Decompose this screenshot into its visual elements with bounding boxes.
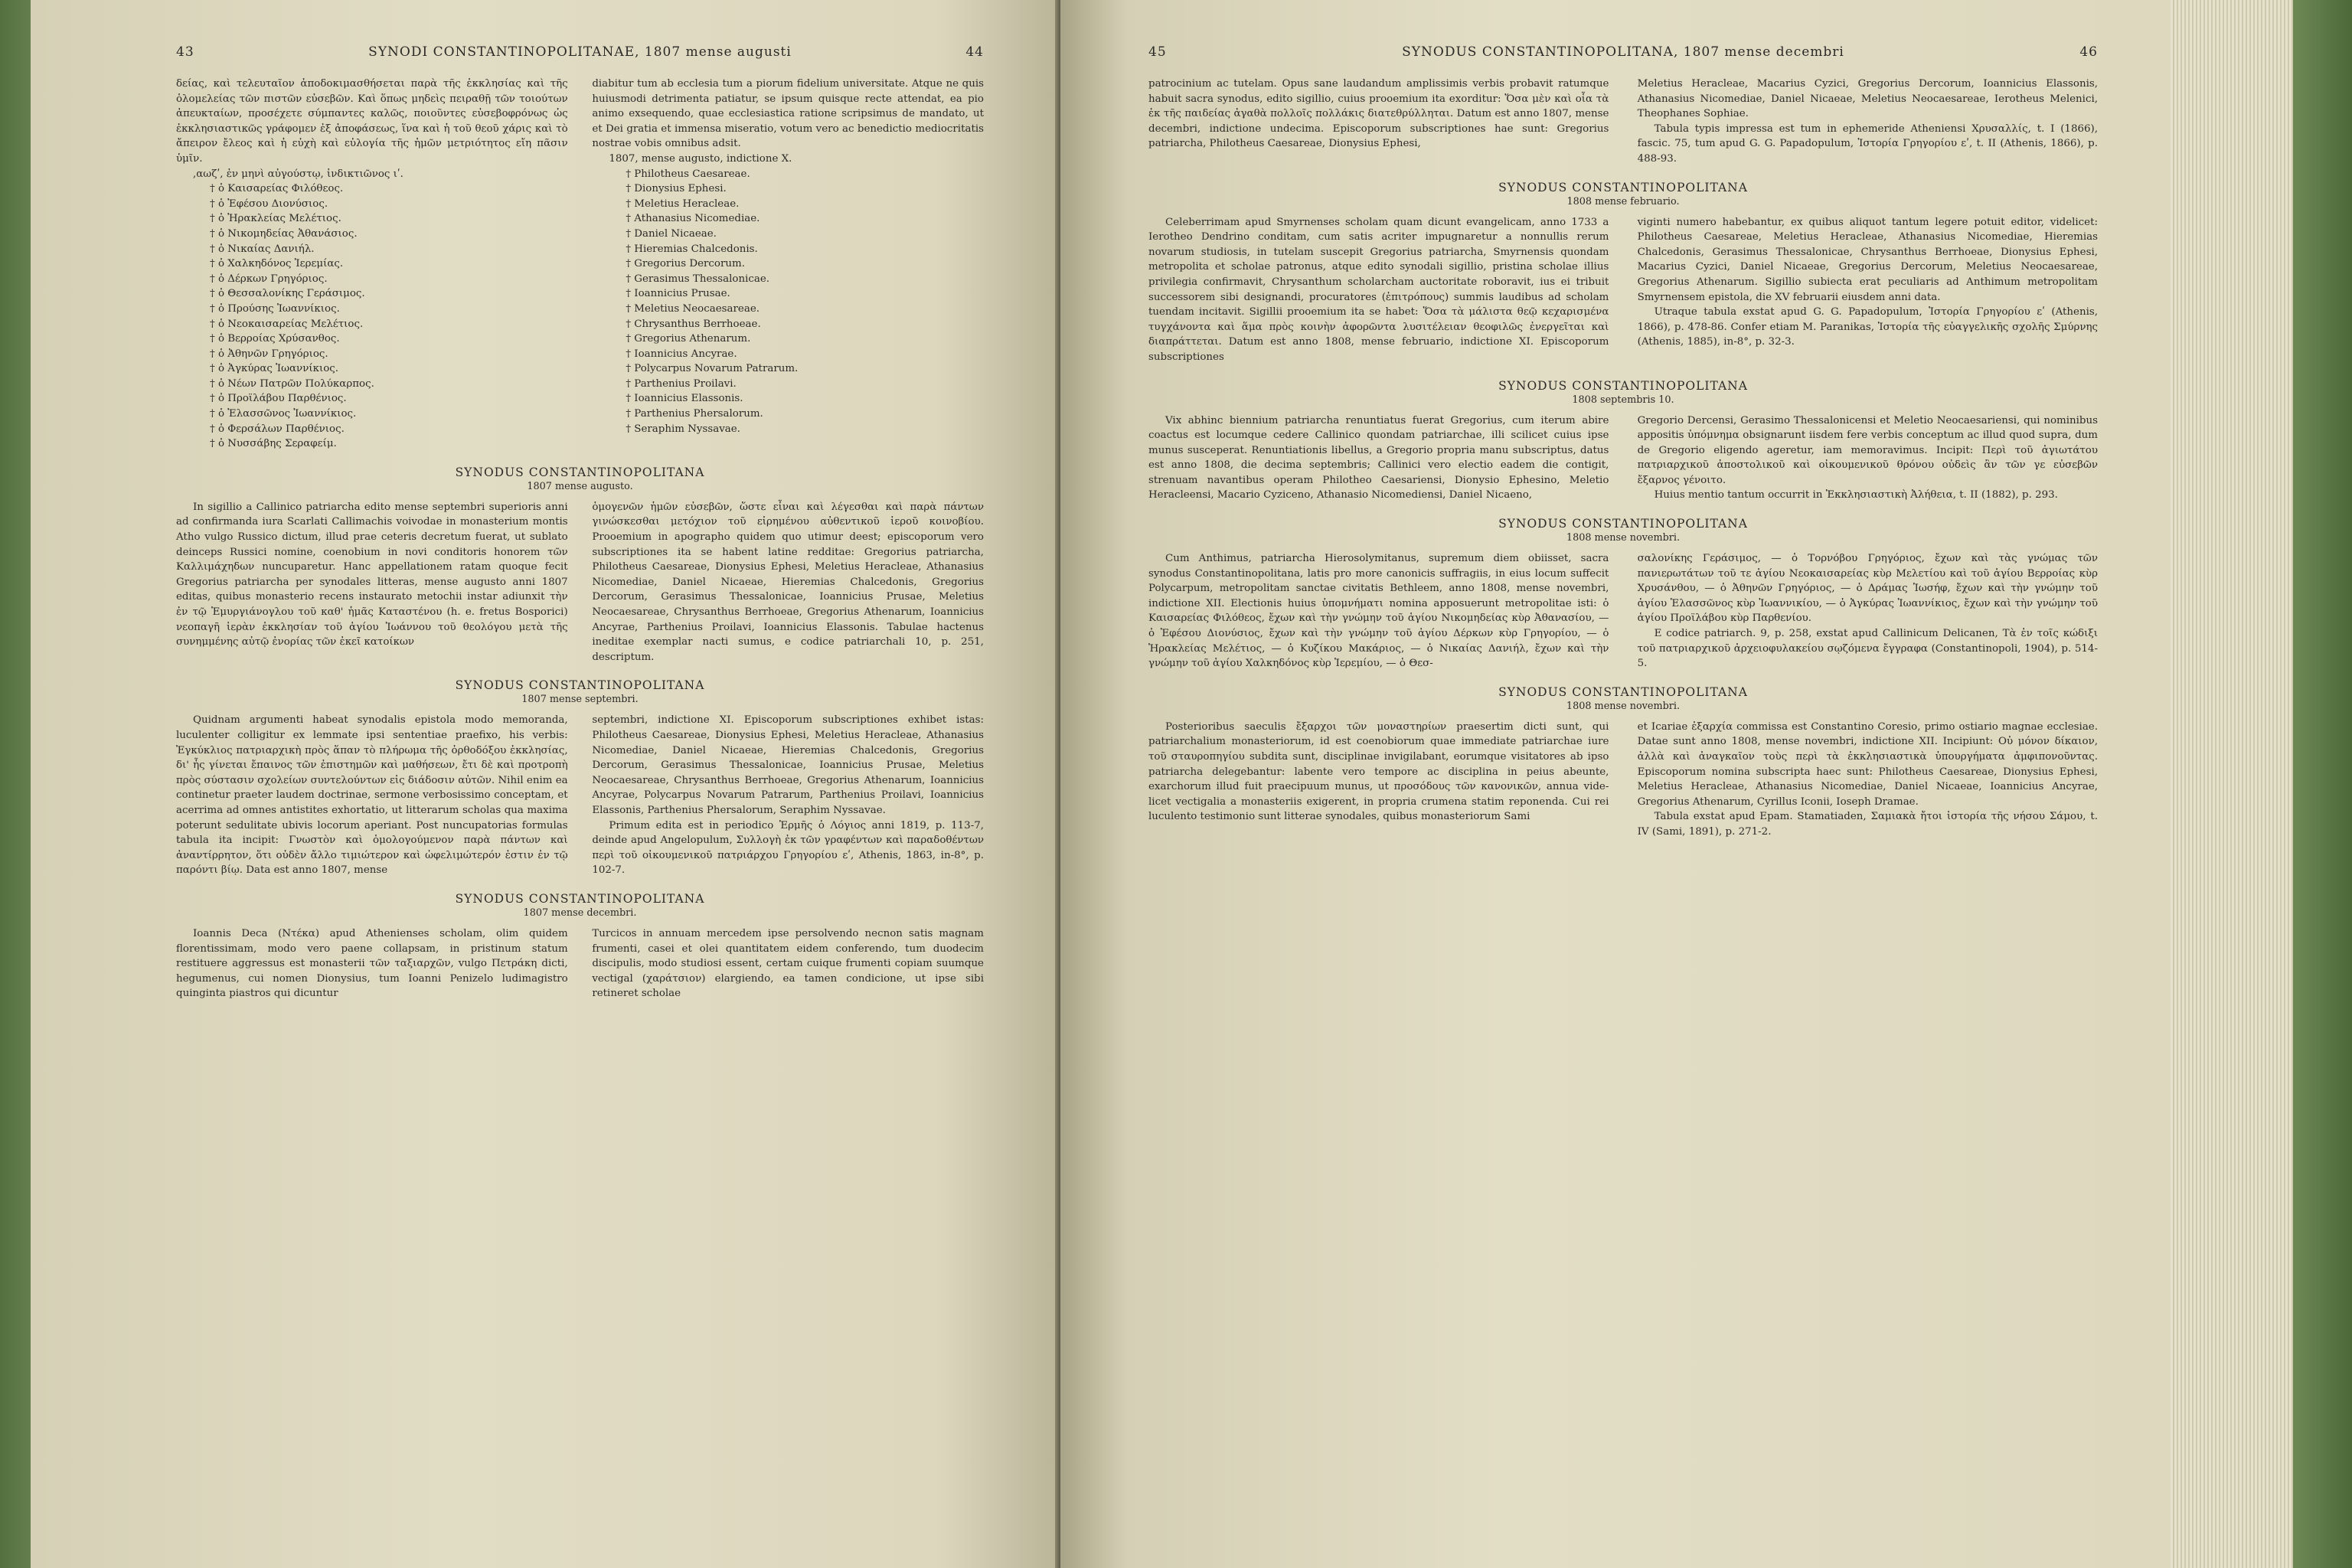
signature-line: † Parthenius Phersalorum. bbox=[626, 408, 763, 420]
greek-column bbox=[176, 77, 568, 452]
page-number-right: 46 bbox=[2079, 44, 2098, 60]
signature-line: † ὁ Νικομηδείας Ἀθανάσιος. bbox=[210, 227, 358, 240]
signature-line: † Ioannicius Prusae. bbox=[626, 288, 730, 300]
signature-line: † ὁ Καισαρείας Φιλόθεος. bbox=[210, 183, 344, 195]
text-column bbox=[592, 713, 984, 878]
signature-line: † ὁ Δέρκων Γρηγόριος. bbox=[210, 273, 328, 285]
signature-line: † Daniel Nicaeae. bbox=[626, 227, 717, 240]
text-column bbox=[176, 500, 568, 665]
text-column bbox=[1148, 77, 1609, 167]
section-title: SYNODUS CONSTANTINOPOLITANA bbox=[1498, 378, 1748, 393]
section-body bbox=[1148, 551, 2098, 671]
signature-line: † ὁ Χαλκηδόνος Ἱερεμίας. bbox=[210, 258, 344, 270]
paragraph: Ioannis Deca (Ντέκα) apud Athenienses scholam, olim quidem florentissimam, modo vero paene collapsam, in pristinum statum restituere aggressus est monasterii τῶν ταξιαρχῶν, vulgo Πετράκη dicti, hegumenus, cui nomen Dionysius, tum Ioanni Penizelo ludimagistro quinginta piastros qui dicuntur bbox=[176, 927, 568, 1000]
paragraph: Tabula exstat apud Epam. Stamatiaden, Σαμιακὰ ἤτοι ἱστορία τῆς νήσου Σάμου, t. IV (Sami, 1891), p. 271-2. bbox=[1637, 811, 2098, 838]
right-page bbox=[1060, 0, 2171, 1568]
section-date: 1807 mense decembri. bbox=[523, 906, 637, 919]
section-body bbox=[1148, 413, 2098, 504]
signature-line: † ὁ Νέων Πατρῶν Πολύκαρπος. bbox=[210, 377, 374, 390]
signature-line: † Gregorius Dercorum. bbox=[626, 258, 745, 270]
paragraph: Utraque tabula exstat apud G. G. Papadopulum, Ἱστορία Γρηγορίου εʹ (Athenis, 1866), p. 478-86. Confer etiam M. Paranikas, Ἱστορία τῆς εὐαγγελικῆς σχολῆς Σμύρνης (Athenis, 1885), in-8°, p. 32-3. bbox=[1637, 306, 2098, 348]
text-column bbox=[1148, 215, 1609, 365]
signature-line: † ὁ Νεοκαισαρείας Μελέτιος. bbox=[210, 318, 364, 330]
running-title: SYNODI CONSTANTINOPOLITANAE, 1807 mense augusti bbox=[368, 44, 792, 60]
signature-line: † ὁ Ἐλασσῶνος Ἰωαννίκιος. bbox=[210, 408, 357, 420]
section-date: 1808 mense novembri. bbox=[1566, 532, 1681, 544]
section-date: 1808 mense februario. bbox=[1566, 195, 1680, 207]
page-number: 43 bbox=[176, 44, 194, 60]
text-column bbox=[1148, 551, 1609, 671]
section-body bbox=[176, 500, 984, 665]
signature-line: † Athanasius Nicomediae. bbox=[626, 213, 760, 225]
latin-column bbox=[592, 77, 984, 452]
left-page bbox=[31, 0, 1060, 1568]
paragraph: E codice patriarch. 9, p. 258, exstat apud Callinicum Delicanen, Τὰ ἐν τοῖς κώδιξι τοῦ πατριαρχικοῦ ἀρχειοφυλακείου σῳζόμενα ἔγγραφα (Constantinopoli, 1904), p. 514-5. bbox=[1637, 628, 2098, 670]
paragraph: et Icariae ἐξαρχία commissa est Constantino Coresio, primo ostiario magnae ecclesiae. Datae sunt anno 1808, mense novembri, indictione XII. Incipiunt: Οὐ μόνον δίκαιον, ἀλλὰ καὶ ἀναγκαῖον τοὺς περὶ τὰ ἐκκλησιαστικὰ ὑπουργήματα ἀμφιπονοῦντας. Episcoporum nomina subscripta haec sunt: Philotheus Caesareae, Dionysius Ephesi, Meletius Heracleae, Athanasius Nicomediae, Daniel Nicaeae, Ioannicius Ancyrae, Gregorius Athenarum, Cyrillus Iconii, Ioseph Dramae. bbox=[1637, 720, 2098, 808]
running-header bbox=[176, 44, 984, 60]
signature-line: † ὁ Ἡρακλείας Μελέτιος. bbox=[210, 213, 341, 225]
signature-line: † Polycarpus Novarum Patrarum. bbox=[626, 363, 799, 375]
paragraph: Cum Anthimus, patriarcha Hierosolymitanus, supremum diem obiisset, sacra synodus Constantinopolitana, latis pro more canonicis suffragiis, in eius locum suffecit Polycarpum, metropolitam sanctae civitatis Bethleem, anno 1808, mense novembri, indictione XII. Electionis huius ὑπομνήματι nomina apposuerunt metropolitae isti: ὁ Καισαρείας Φιλόθεος, ἔχων καὶ τὴν γνώμην τοῦ ἁγίου Νικομηδείας κὺρ Ἀθανασίου, — ὁ Ἐφέσου Διονύσιος, ἔχων καὶ τὴν γνώμην τοῦ ἁγίου Δέρκων κὺρ Γρηγορίου, — ὁ Ἡρακλείας Μελέτιος, — ὁ Κυζίκου Μακάριος, — ὁ Νικαίας Δανιήλ, ἔχων καὶ τὴν γνώμην τοῦ ἁγίου Χαλκηδόνος κὺρ Ἱερεμίου, — ὁ Θεσ- bbox=[1148, 553, 1609, 670]
paragraph: In sigillio a Callinico patriarcha edito mense septembri superioris anni ad confirmanda iura Scarlati Callimachis voivodae in monasterium montis Atho vulgo Russico dictum, illud prae ceteris decretum fuerat, ut sublato deinceps Russici nomine, coenobium in novi conditoris honorem τῶν Καλλιμάχηδων nuncuparetur. Hanc appellationem ratam quoque fecit Gregorius patriarcha per synodales litteras, mense augusto anni 1807 editas, quibus monasterio recens instaurato metochii instar adiunxit τὴν ἐν τῷ Ἐμυργιάνογλου τοῦ καθ' ἡμᾶς Καταστένου (h. e. fretus Bosporici) νεοπαγῆ ἱερὰν ἐκκλησίαν τοῦ ἁγίου Ἰωάννου τοῦ θεολόγου μετὰ τῆς συνημμένης αὐτῷ ἐνορίας τῶν ἐκεῖ κατοίκων bbox=[176, 501, 568, 648]
signature-line: † ὁ Ἀθηνῶν Γρηγόριος. bbox=[210, 348, 328, 360]
page-number: 45 bbox=[1148, 44, 1167, 60]
text-column bbox=[1638, 77, 2098, 167]
paragraph: Celeberrimam apud Smyrnenses scholam quam dicunt evangelicam, anno 1733 a Ierotheo Dendrino conditam, cum satis acriter impugnaretur a nonnullis rerum novarum studiosis, in tutelam suscepit Gregorius patriarcha, Smyrnensis quondam metropolita et scholae patronus, atque edito synodali sigillio, pristina scholae illius privilegia confirmavit, Chrysanthum scholarcham auctoritate roboravit, ius ei tribuit successorem sibi designandi, procuratores (ἐπιτρόπους) summis laudibus ad scholam tuendam incitavit. Sigillii prooemium ita se habet: Ὅσα τὰ μάλιστα θεῷ κεχαρισμένα τυγχάνοντα καὶ ἅμα πρὸς κοινὴν ἀφορῶντα λυσιτέλειαν θεοφιλῶς ἐνεργεῖται καὶ διαπράττεται. Datum est anno 1808, mense februario, indictione XI. Episcoporum subscriptiones bbox=[1148, 216, 1609, 363]
paragraph: Quidnam argumenti habeat synodalis epistola modo memoranda, luculenter colligitur ex lemmate ipsi sententiae praefixo, his verbis: Ἐγκύκλιος πατριαρχικὴ πρὸς ἅπαν τὸ πλήρωμα τῆς ὀρθοδόξου ἐκκλησίας, δι' ἧς γίνεται ἔπαινος τῶν ἐπιστημῶν καὶ μαθήσεων, ἔτι δὲ καὶ προτροπὴ πρὸς σύστασιν σχολείων συντελούντων εἰς διάδοσιν αὐτῶν. Nihil enim ea continetur praeter laudem doctrinae, sermone verbosissimo conceptam, et acerrima ad omnes antistites exhortatio, ut litterarum scholas qua maxima poterunt sedulitate ubivis locorum aperiant. Post nuncupatorias formulas tabula ita incipit: Γνωστὸν καὶ ὁμολογούμενον παρὰ πάντων καὶ ἀναντίρρητον, ὅτι οὐδὲν ἄλλο τιμιώτερον καὶ ὠφελιμώτερόν ἐστιν ἐν τῷ παρόντι βίῳ. Data est anno 1807, mense bbox=[176, 714, 568, 877]
signature-line: † ὁ Προϊλάβου Παρθένιος. bbox=[210, 393, 347, 405]
signature-line: † ὁ Ἐφέσου Διονύσιος. bbox=[210, 198, 328, 210]
running-title: SYNODUS CONSTANTINOPOLITANA, 1807 mense decembri bbox=[1402, 44, 1844, 60]
text-column bbox=[1638, 413, 2098, 504]
signature-line: † Chrysanthus Berrhoeae. bbox=[626, 318, 761, 330]
section-title: SYNODUS CONSTANTINOPOLITANA bbox=[455, 891, 705, 906]
signature-line: † Ioannicius Elassonis. bbox=[626, 393, 743, 405]
running-header bbox=[1148, 44, 2098, 60]
signature-line: † Dionysius Ephesi. bbox=[626, 183, 727, 195]
paragraph: Huius mentio tantum occurrit in Ἐκκλησιαστικὴ Ἀλήθεια, t. II (1882), p. 293. bbox=[1654, 489, 2058, 501]
section-date: 1808 septembris 10. bbox=[1572, 394, 1674, 406]
section-date: 1807 mense augusto. bbox=[527, 480, 633, 492]
text-column bbox=[176, 926, 568, 1001]
document-section bbox=[176, 77, 984, 452]
section-title: SYNODUS CONSTANTINOPOLITANA bbox=[1498, 180, 1748, 194]
signature-line: † ὁ Νυσσάβης Σεραφείμ. bbox=[210, 438, 337, 450]
paragraph: ὁμογενῶν ἡμῶν εὐσεβῶν, ὥστε εἶναι καὶ λέγεσθαι καὶ παρὰ πάντων γινώσκεσθαι μετόχιον τοῦ εἰρημένου αὐθεντικοῦ ἱεροῦ κοινοβίου. Prooemium in apographo quidem quo utimur deest; episcoporum vero subscriptiones ita se habent latine redditae: Gregorius patriarcha, Philotheus Caesareae, Dionysius Ephesi, Meletius Heracleae, Athanasius Nicomediae, Daniel Nicaeae, Hieremias Chalcedonis, Gregorius Dercorum, Gerasimus Thessalonicae, Ioannicius Prusae, Meletius Neocaesareae, Chrysanthus Berrhoeae, Gregorius Athenarum, Ioannicius Ancyrae, Parthenius Proilavi, Ioannicius Elassonis. Tabulae hactenus ineditae exemplar nacti sumus, e codice patriarchali 10, p. 251, descriptum. bbox=[592, 501, 984, 663]
signature-line: † ὁ Θεσσαλονίκης Γεράσιμος. bbox=[210, 288, 365, 300]
text-column bbox=[592, 500, 984, 665]
section-body bbox=[1148, 215, 2098, 365]
section-body bbox=[1148, 720, 2098, 840]
signature-line: † ὁ Προύσης Ἰωαννίκιος. bbox=[210, 302, 340, 315]
greek-date: ,αωζʹ, ἐν μηνὶ αὐγούστῳ, ἰνδικτιῶνος ιʹ. bbox=[193, 168, 403, 180]
paragraph: Gregorio Dercensi, Gerasimo Thessalonicensi et Meletio Neocaesariensi, qui nominibus appositis ὑπόμνημα obsignarunt iisdem fere verbis conceptum ac illud quod supra, dum de Gregorio eligendo ageretur, iam memoravimus. Incipit: Περὶ τοῦ ἁγιωτάτου πατριαρχικοῦ ἀποστολικοῦ καὶ οἰκουμενικοῦ θρόνου οὐδεὶς ἂν τῶν γε εὐσεβῶν ἔξαρνος γένοιτο. bbox=[1637, 414, 2098, 486]
section-title: SYNODUS CONSTANTINOPOLITANA bbox=[455, 678, 705, 693]
latin-date: 1807, mense augusto, indictione X. bbox=[609, 152, 792, 165]
signature-line: † Gregorius Athenarum. bbox=[626, 333, 751, 345]
section-body bbox=[176, 926, 984, 1001]
signature-line: † Gerasimus Thessalonicae. bbox=[626, 273, 770, 285]
paragraph: Primum edita est in periodico Ἑρμῆς ὁ Λόγιος anni 1819, p. 113-7, deinde apud Angelopulum, Συλλογὴ ἐκ τῶν γραφέντων καὶ παραδοθέντων περὶ τοῦ οἰκουμενικοῦ πατριάρχου Γρηγορίου εʹ, Athenis, 1863, in-8°, p. 102-7. bbox=[592, 819, 984, 877]
paragraph: septembri, indictione XI. Episcoporum subscriptiones exhibet istas: Philotheus Caesareae, Dionysius Ephesi, Meletius Heracleae, Athanasius Nicomediae, Daniel Nicaeae, Hieremias Chalcedonis, Gregorius Dercorum, Gerasimus Thessalonicae, Ioannicius Prusae, Meletius Neocaesareae, Chrysanthus Berrhoeae, Gregorius Athenarum, Ioannicius Ancyrae, Polycarpus Novarum Patrarum, Parthenius Proilavi, Ioannicius Elassonis, Parthenius Phersalorum, Seraphim Nyssavae. bbox=[592, 714, 984, 816]
signature-line: † ὁ Βερροίας Χρύσανθος. bbox=[210, 333, 340, 345]
text-column bbox=[1148, 413, 1609, 504]
signature-line: † ὁ Νικαίας Δανιήλ. bbox=[210, 243, 315, 255]
signature-line: † Philotheus Caesareae. bbox=[626, 168, 750, 180]
greek-text: δείας, καὶ τελευταῖον ἀποδοκιμασθήσεται παρὰ τῆς ἐκκλησίας καὶ τῆς ὁλομελείας τῶν πιστῶν εὐσεβῶν. Καὶ ὅπως μηδεὶς πειραθῇ τῶν τοιούτων ἀπευκταίων, προσέχετε σύμπαντες καλῶς, ποιοῦντες εὐσεβοφρόνως ὡς ἐκκλησιαστικῶς γράφομεν ἐξ ἀποφάσεως, ἵνα καὶ ἡ τοῦ θεοῦ χάρις καὶ τὸ ἄπειρον ἔλεος καὶ ἡ εὐχὴ καὶ εὐλογία τῆς ἡμῶν μετριότητος εἴη πᾶσιν ὑμῖν. bbox=[176, 78, 568, 165]
section-body bbox=[176, 713, 984, 878]
paragraph: σαλονίκης Γεράσιμος, — ὁ Τορνόβου Γρηγόριος, ἔχων καὶ τὰς γνώμας τῶν πανιερωτάτων τοῦ τε ἁγίου Νεοκαισαρείας κὺρ Μελετίου καὶ τοῦ ἁγίου Βερροίας κὺρ Χρυσάνθου, — ὁ Ἀθηνῶν Γρηγόριος, — ὁ Δράμας Ἰωσήφ, ἔχων καὶ τὴν γνώμην τοῦ ἁγίου Ἐλασσῶνος κὺρ Ἰωαννικίου, — ὁ Ἀγκύρας Ἰωαννίκιος, ἔχων καὶ τὴν γνώμην τοῦ ἁγίου Προϊλάβου κὺρ Παρθενίου. bbox=[1637, 553, 2098, 625]
text-column bbox=[1638, 720, 2098, 840]
text-column bbox=[592, 926, 984, 1001]
paragraph: Turcicos in annuam mercedem ipse persolvendo necnon satis magnam frumenti, casei et olei quantitatem eidem conferendo, tum duodecim discipulis, modo studiosi essent, certam cuique frumenti copiam suumque vectigal (χαράτσιον) elargiendo, ea tamen condicione, ut ipse sibi retineret scholae bbox=[592, 927, 984, 1000]
section-date: 1807 mense septembri. bbox=[521, 694, 639, 706]
text-column bbox=[1148, 720, 1609, 840]
page-edges bbox=[2171, 0, 2293, 1568]
paragraph: patrocinium ac tutelam. Opus sane laudandum amplissimis verbis probavit ratumque habuit sacra synodus, edito sigillio, cuius prooemium ita exorditur: Ὅσα μὲν καὶ οἷα τὰ ἐκ τῆς παιδείας ἀγαθὰ πολλοῖς πολλάκις διατεθρύλληται. Datum est anno 1807, mense decembri, indictione undecima. Episcoporum subscriptiones hae sunt: Gregorius patriarcha, Philotheus Caesareae, Dionysius Ephesi, bbox=[1148, 78, 1609, 150]
paragraph: viginti numero habebantur, ex quibus aliquot tantum legere potuit editor, videlicet: Philotheus Caesareae, Meletius Heracleae, Athanasius Nicomediae, Hieremias Chalcedonis, Gerasimus Thessalonicae, Chrysanthus Berrhoeae, Dionysius Ephesi, Macarius Cyzici, Daniel Nicaeae, Gregorius Dercorum, Meletius Neocaesareae, Gregorius Athenarum. Sigillio subiecta erat peculiaris ad Anthimum metropolitam Smyrnensem epistola, die XV februarii eiusdem anni data. bbox=[1637, 216, 2098, 303]
text-column bbox=[1638, 215, 2098, 365]
signature-line: † Meletius Neocaesareae. bbox=[626, 302, 760, 315]
signature-line: † Hieremias Chalcedonis. bbox=[626, 243, 758, 255]
section-date: 1808 mense novembri. bbox=[1566, 700, 1681, 712]
signature-line: † Parthenius Proilavi. bbox=[626, 377, 737, 390]
page-number-right: 44 bbox=[965, 44, 984, 60]
signature-line: † ὁ Φερσάλων Παρθένιος. bbox=[210, 423, 345, 435]
signature-line: † Seraphim Nyssavae. bbox=[626, 423, 740, 435]
signature-line: † ὁ Ἀγκύρας Ἰωαννίκιος. bbox=[210, 363, 339, 375]
section-title: SYNODUS CONSTANTINOPOLITANA bbox=[1498, 517, 1748, 531]
paragraph: Posterioribus saeculis ἔξαρχοι τῶν μοναστηρίων praesertim dicti sunt, qui patriarchalium monasteriorum, id est coenobiorum quae immediate patriarchae iure τοῦ σταυροπηγίου subdita sunt, disciplinae invigilabant, eorumque visitatores ab ipso patriarcha delegebantur: labente vero tempore ac disciplina in peius abeunte, exarchorum illud fuit praecipuum munus, ut προσόδους τῶν κανονικῶν, annua vide-licet vectigalia a monasteriis exigerent, in propria crumena statim reponenda. Cui rei luculento testimonio sunt litterae synodales, quibus monasteriorum Sami bbox=[1148, 720, 1609, 823]
latin-text: diabitur tum ab ecclesia tum a piorum fidelium universitate. Atque ne quis huiusmodi detrimenta patiatur, se ipsum quisque recte attendat, ea pio animo exsequendo, quae ecclesiastica ratione scripsimus de mandato, ut et Dei gratia et immensa miseratio, votum vero ac benedictio mediocritatis nostrae vobis omnibus adsit. bbox=[592, 78, 984, 150]
text-column bbox=[176, 713, 568, 878]
paragraph: Tabula typis impressa est tum in ephemeride Atheniensi Χρυσαλλίς, t. I (1866), fascic. 75, tum apud G. G. Papadopulum, Ἱστορία Γρηγορίου εʹ, t. II (Athenis, 1866), p. 488-93. bbox=[1637, 122, 2098, 165]
text-column bbox=[1638, 551, 2098, 671]
signature-line: † Ioannicius Ancyrae. bbox=[626, 348, 737, 360]
section-title: SYNODUS CONSTANTINOPOLITANA bbox=[455, 465, 705, 479]
section-title: SYNODUS CONSTANTINOPOLITANA bbox=[1498, 684, 1748, 699]
signature-line: † Meletius Heracleae. bbox=[626, 198, 740, 210]
section-body bbox=[1148, 77, 2098, 167]
paragraph: Meletius Heracleae, Macarius Cyzici, Gregorius Dercorum, Ioannicius Elassonis, Athanasius Nicomediae, Daniel Nicaeae, Meletius Neocaesareae, Ierotheus Melenici, Theophanes Sophiae. bbox=[1637, 78, 2098, 120]
paragraph: Vix abhinc biennium patriarcha renuntiatus fuerat Gregorius, cum iterum abire coactus est locumque cedere Callinico quondam patriarchae, illi scilicet cuius ipse munus susceperat. Renuntiationis libellus, a Gregorio propria manu subscriptus, datus est anno 1808, die decima septembris; Callinici vero electio eadem die contigit, strenuam navantibus operam Philotheo Caesariensi, Dionysio Ephesino, Meletio Heracleensi, Macario Cyziceno, Athanasio Nicomediensi, Daniel Nicaeno, bbox=[1148, 414, 1609, 501]
